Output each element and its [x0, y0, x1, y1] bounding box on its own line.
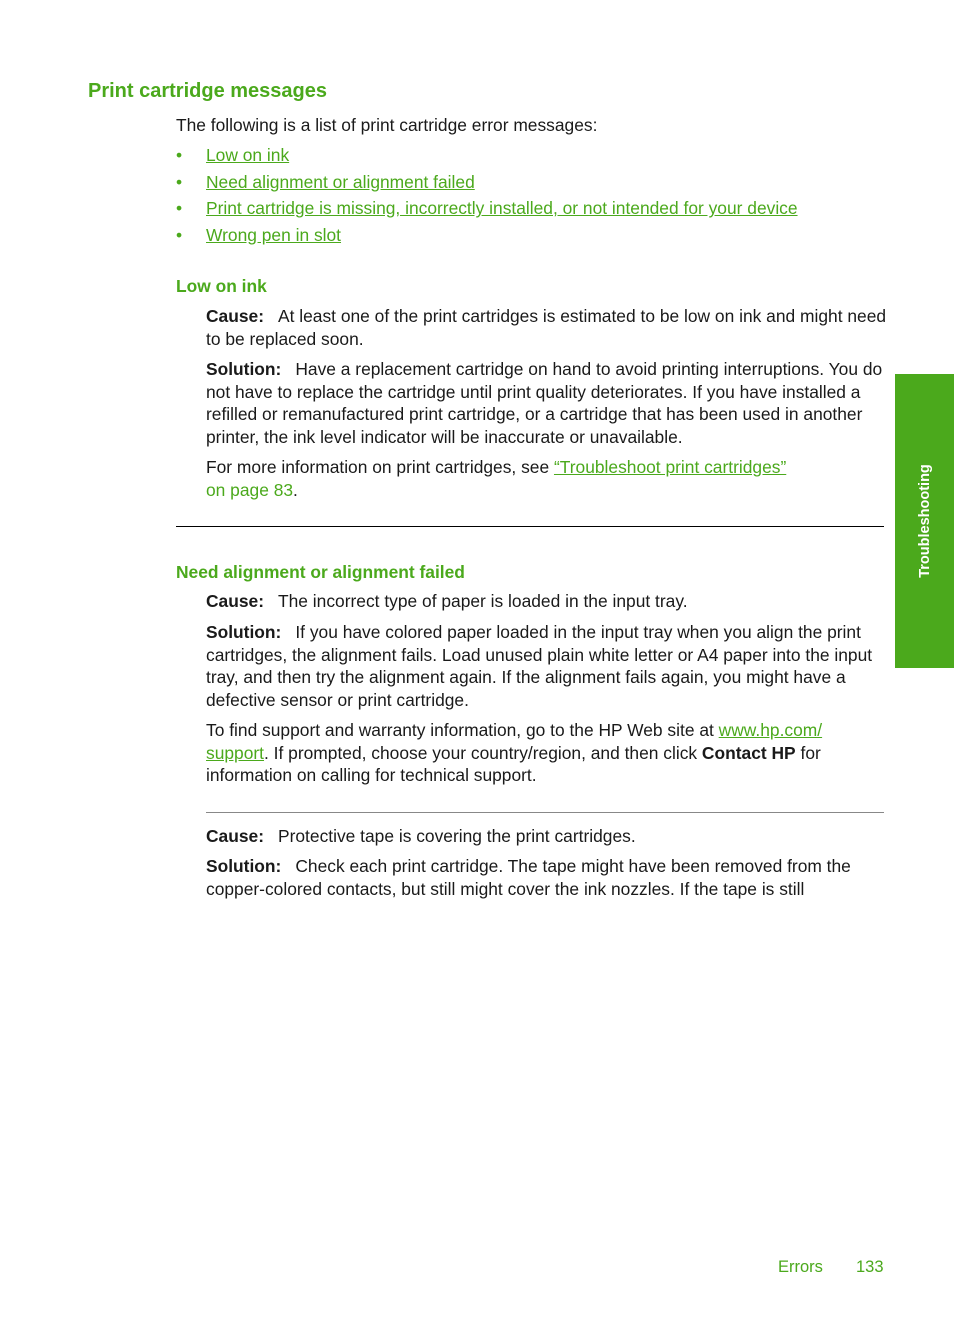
cause-label: Cause: — [206, 306, 264, 326]
intro-text: The following is a list of print cartridge error messages: — [176, 115, 598, 135]
solution-label: Solution: — [206, 622, 282, 642]
more-info-paragraph — [206, 456, 888, 501]
page-number: 133 — [856, 1258, 884, 1276]
cause-text: Protective tape is covering the print cartridges. — [278, 826, 636, 846]
support-text: information on calling for technical support. — [206, 765, 537, 785]
link-troubleshoot-cartridges[interactable]: “Troubleshoot print cartridges” — [553, 457, 787, 477]
solution-text: If you have colored paper loaded in the input tray when you align the print cartridges, the alignment fails. Load unused plain white letter or A4 paper into the input tray, and then try the alignment again. If the alignment fails again, you might have a defective sensor or print cartridge. — [206, 622, 873, 710]
cause-label: Cause: — [206, 591, 264, 611]
support-text: . If prompted, choose your country/region, and then click — [264, 742, 702, 763]
contact-hp-label: Contact HP — [701, 742, 796, 763]
solution-label: Solution: — [206, 856, 282, 876]
solution-paragraph — [206, 855, 888, 900]
list-item — [176, 224, 798, 251]
solution-text: Check each print cartridge. The tape might have been removed from the copper-colored contacts, but still might cover the ink nozzles. If the tape is still — [206, 856, 851, 899]
support-paragraph — [206, 719, 888, 787]
side-tab-label: Troubleshooting — [916, 464, 933, 578]
solution-paragraph — [206, 358, 888, 448]
link-page-83[interactable]: on page 83 — [206, 479, 294, 500]
solution-paragraph — [206, 621, 888, 711]
bullet-icon: • — [176, 198, 183, 219]
bullet-icon: • — [176, 171, 183, 192]
heading-low-on-ink: Low on ink — [176, 276, 267, 296]
message-list — [176, 144, 798, 250]
cause-label: Cause: — [206, 826, 264, 846]
cause-text: At least one of the print cartridges is estimated to be low on ink and might need to be replaced soon. — [206, 306, 887, 349]
cause-paragraph — [206, 590, 888, 613]
list-item — [176, 171, 798, 198]
link-hp-support[interactable]: www.hp.com/ — [718, 720, 823, 740]
solution-label: Solution: — [206, 359, 282, 379]
support-text: To find support and warranty information, go to the HP Web site at — [206, 720, 719, 740]
section-divider — [176, 526, 884, 527]
list-item — [176, 197, 798, 224]
cause-text: The incorrect type of paper is loaded in the input tray. — [278, 591, 688, 611]
side-tab-troubleshooting — [895, 374, 954, 668]
cause-paragraph — [206, 305, 888, 350]
section-title: Print cartridge messages — [88, 80, 327, 102]
heading-need-alignment: Need alignment or alignment failed — [176, 562, 465, 582]
link-cartridge-missing[interactable]: Print cartridge is missing, incorrectly installed, or not intended for your device — [206, 198, 798, 219]
bullet-icon: • — [176, 224, 183, 245]
footer-section: Errors — [778, 1258, 823, 1276]
support-text: for — [795, 742, 821, 763]
link-need-alignment[interactable]: Need alignment or alignment failed — [206, 171, 475, 192]
period-text: . — [293, 479, 298, 500]
more-info-text: For more information on print cartridges, see — [206, 457, 554, 477]
solution-text: Have a replacement cartridge on hand to avoid printing interruptions. You do not have to replace the cartridge until print quality deteriorates. If you have installed a refilled or remanufactured print cartridge, or a cartridge that has been used in another printer, the ink level indicator will be inaccurate or unavailable. — [206, 359, 883, 447]
list-item — [176, 144, 798, 171]
cause-paragraph — [206, 825, 888, 848]
bullet-icon: • — [176, 145, 183, 165]
cause-divider — [206, 812, 884, 813]
link-wrong-pen[interactable]: Wrong pen in slot — [206, 224, 342, 245]
link-hp-support-cont[interactable]: support — [206, 742, 265, 763]
link-low-on-ink[interactable]: Low on ink — [206, 145, 290, 165]
